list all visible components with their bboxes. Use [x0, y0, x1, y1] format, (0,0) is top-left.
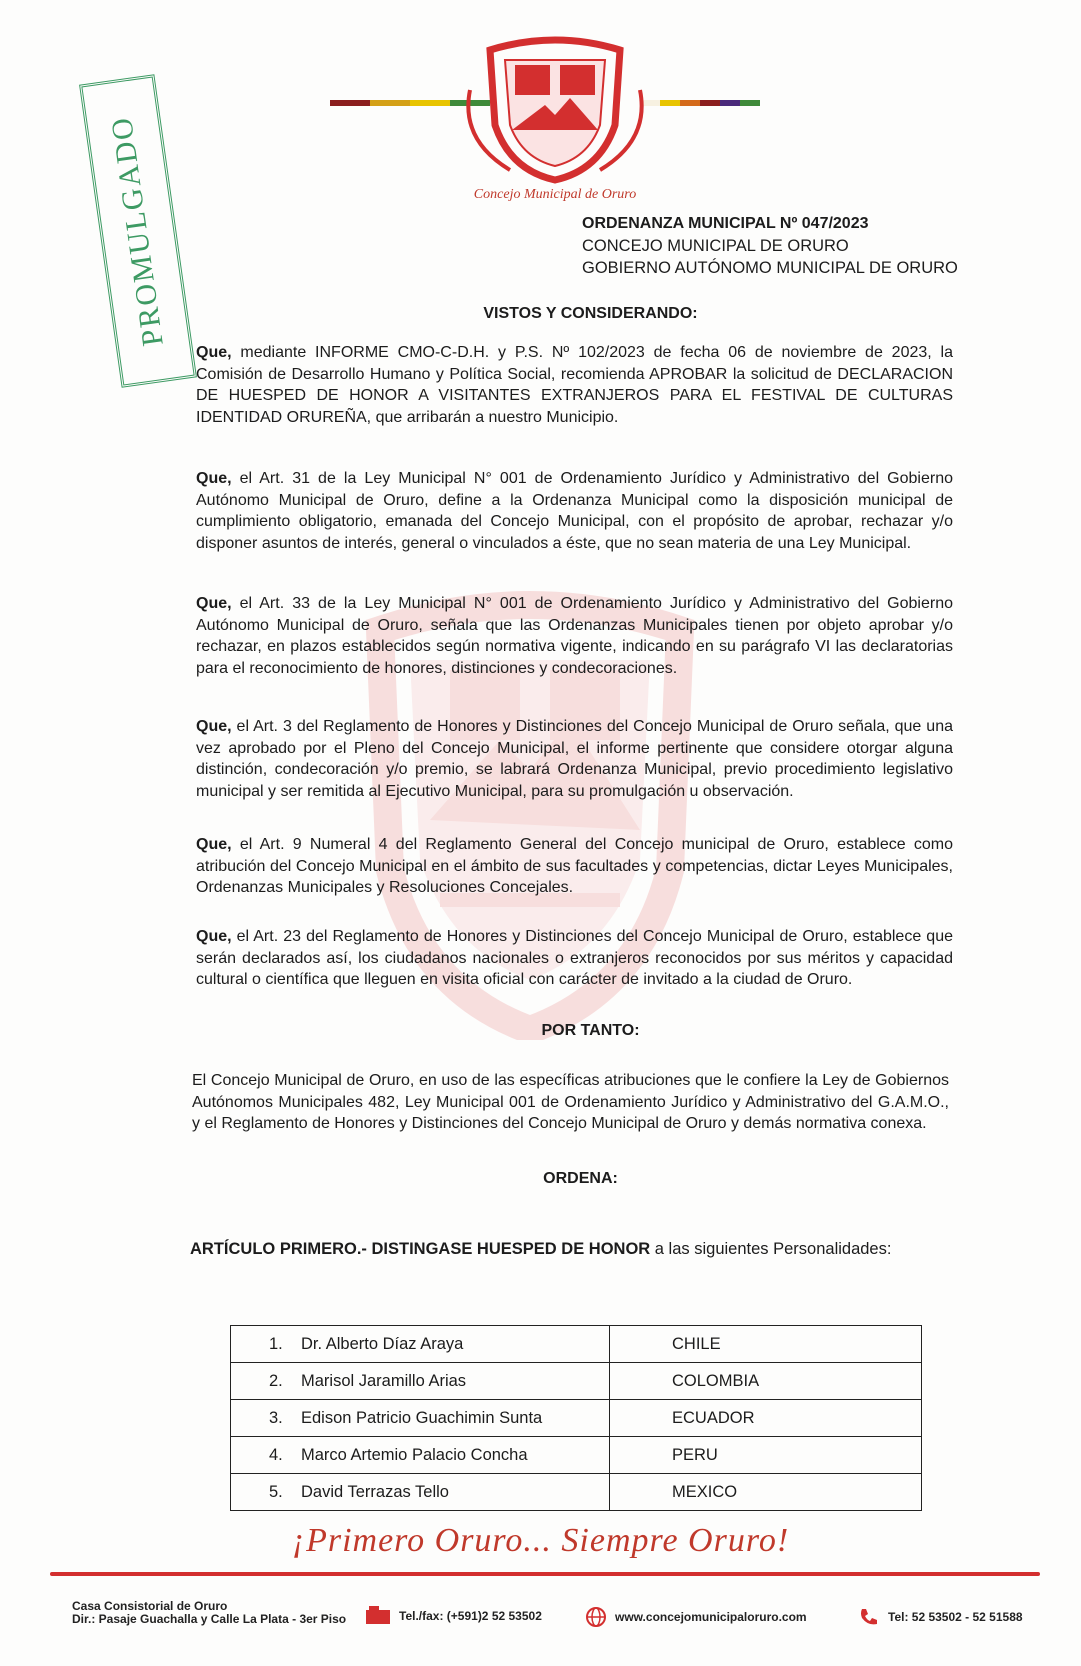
slogan: ¡Primero Oruro... Siempre Oruro!	[291, 1522, 790, 1559]
articulo-primero: ARTÍCULO PRIMERO.- DISTINGASE HUESPED DE HONOR a las siguientes Personalidades:	[190, 1240, 892, 1258]
honoree-name: Marisol Jaramillo Arias	[301, 1371, 467, 1390]
considerando-1: Que, mediante INFORME CMO-C-D.H. y P.S. Nº 102/2023 de fecha 06 de noviembre de 2023, la Comisión de Desarrollo Humano y Política Social, recomienda APROBAR la solicitud de DECLARACION DE HUESPED DE HONOR A VISITANTES EXTRANJEROS PARA EL FESTIVAL DE CULTURAS IDENTIDAD ORUREÑA, que arribarán a nuestro Municipio.	[196, 344, 953, 426]
section-ordena: ORDENA:	[543, 1170, 618, 1187]
considerando-3: Que, el Art. 33 de la Ley Municipal N° 001 de Ordenamiento Jurídico y Administrativo del Gobierno Autónomo Municipal de Oruro, señala que las Ordenanzas Municipales tienen por objeto aprobar y/o rechazar, en plazos establecidos según normativa vigente, indicando en su parágrafo VI las declaratorias para el reconocimiento de honores, distinciones y condecoraciones.	[196, 595, 953, 677]
table-row: 2. Marisol Jaramillo Arias COLOMBIA	[231, 1363, 922, 1400]
considerando-2: Que, el Art. 31 de la Ley Municipal N° 001 de Ordenamiento Jurídico y Administrativo del Gobierno Autónomo Municipal de Oruro, define a la Ordenanza Municipal como la disposición municipal de cumplimiento obligatorio, emanada del Concejo Municipal, con el propósito de aprobar, rechazar y/o disponer asuntos de interés, general o vinculados a éste, que no sean materia de una Ley Municipal.	[196, 470, 953, 552]
table-row: 3. Edison Patricio Guachimin Sunta ECUADOR	[231, 1400, 922, 1437]
footer-address: Casa Consistorial de Oruro Dir.: Pasaje Guachalla y Calle La Plata - 3er Piso	[72, 1599, 347, 1626]
honoree-name: Edison Patricio Guachimin Sunta	[301, 1408, 543, 1427]
honoree-country: CHILE	[610, 1326, 922, 1363]
council-name: CONCEJO MUNICIPAL DE ORURO	[582, 237, 849, 255]
council-crest-logo	[450, 30, 660, 205]
section-vistos: VISTOS Y CONSIDERANDO:	[483, 305, 698, 322]
fax-icon	[365, 1606, 391, 1626]
footer-web: www.concejomunicipaloruro.com	[585, 1606, 807, 1628]
government-name: GOBIERNO AUTÓNOMO MUNICIPAL DE ORURO	[582, 259, 958, 277]
footer-divider	[50, 1572, 1040, 1576]
honoree-name: Dr. Alberto Díaz Araya	[301, 1334, 464, 1353]
honoree-country: PERU	[610, 1437, 922, 1474]
footer-phone: Tel: 52 53502 - 52 51588	[858, 1606, 1023, 1628]
considerando-4: Que, el Art. 3 del Reglamento de Honores y Distinciones del Concejo Municipal de Oruro señala, que una vez aprobado por el Pleno del Concejo Municipal, el informe pertinente que considere otorgar alguna distinción, condecoración y/o premio, se labrará Ordenanza Municipal, previo procedimiento legislativo municipal y ser remitida al Ejecutivo Municipal, para su promulgación u observación.	[196, 718, 953, 800]
honoree-country: COLOMBIA	[610, 1363, 922, 1400]
phone-icon	[858, 1606, 880, 1628]
table-row: 1. Dr. Alberto Díaz Araya CHILE	[231, 1326, 922, 1363]
honoree-country: ECUADOR	[610, 1400, 922, 1437]
por-tanto-text: El Concejo Municipal de Oruro, en uso de las específicas atribuciones que le confiere la Ley de Gobiernos Autónomos Municipales 482, Ley Municipal 001 de Ordenamiento Jurídico y Administrativo del G.A.M.O., y el Reglamento de Honores y Distinciones del Concejo Municipal de Oruro y demás normativa conexa.	[192, 1072, 949, 1132]
honoree-name: Marco Artemio Palacio Concha	[301, 1445, 528, 1464]
table-row: 4. Marco Artemio Palacio Concha PERU	[231, 1437, 922, 1474]
section-por-tanto: POR TANTO:	[541, 1022, 640, 1039]
honoree-country: MEXICO	[610, 1474, 922, 1511]
honorees-table	[230, 1325, 922, 1511]
considerando-5: Que, el Art. 9 Numeral 4 del Reglamento General del Concejo municipal de Oruro, establece como atribución del Concejo Municipal en el ámbito de sus facultades y competencias, dictar Leyes Municipales, Ordenanzas Municipales y Resoluciones Concejales.	[196, 836, 953, 896]
considerando-6: Que, el Art. 23 del Reglamento de Honores y Distinciones del Concejo Municipal de Oruro, establece que serán declarados así, los ciudadanos nacionales o extranjeros reconocidos por sus méritos y capacidad cultural o científica que lleguen en visita oficial con carácter de invitado a la ciudad de Oruro.	[196, 928, 953, 988]
table-row: 5. David Terrazas Tello MEXICO	[231, 1474, 922, 1511]
globe-icon	[585, 1606, 607, 1628]
footer-fax: Tel./fax: (+591)2 52 53502	[365, 1606, 542, 1626]
footer	[0, 1600, 1081, 1640]
ordinance-number: ORDENANZA MUNICIPAL Nº 047/2023	[582, 215, 869, 232]
promulgado-stamp: PROMULGADO	[79, 74, 197, 388]
ordinance-header	[582, 213, 958, 279]
crest-caption: Concejo Municipal de Oruro	[473, 187, 637, 202]
honoree-name: David Terrazas Tello	[301, 1482, 449, 1501]
